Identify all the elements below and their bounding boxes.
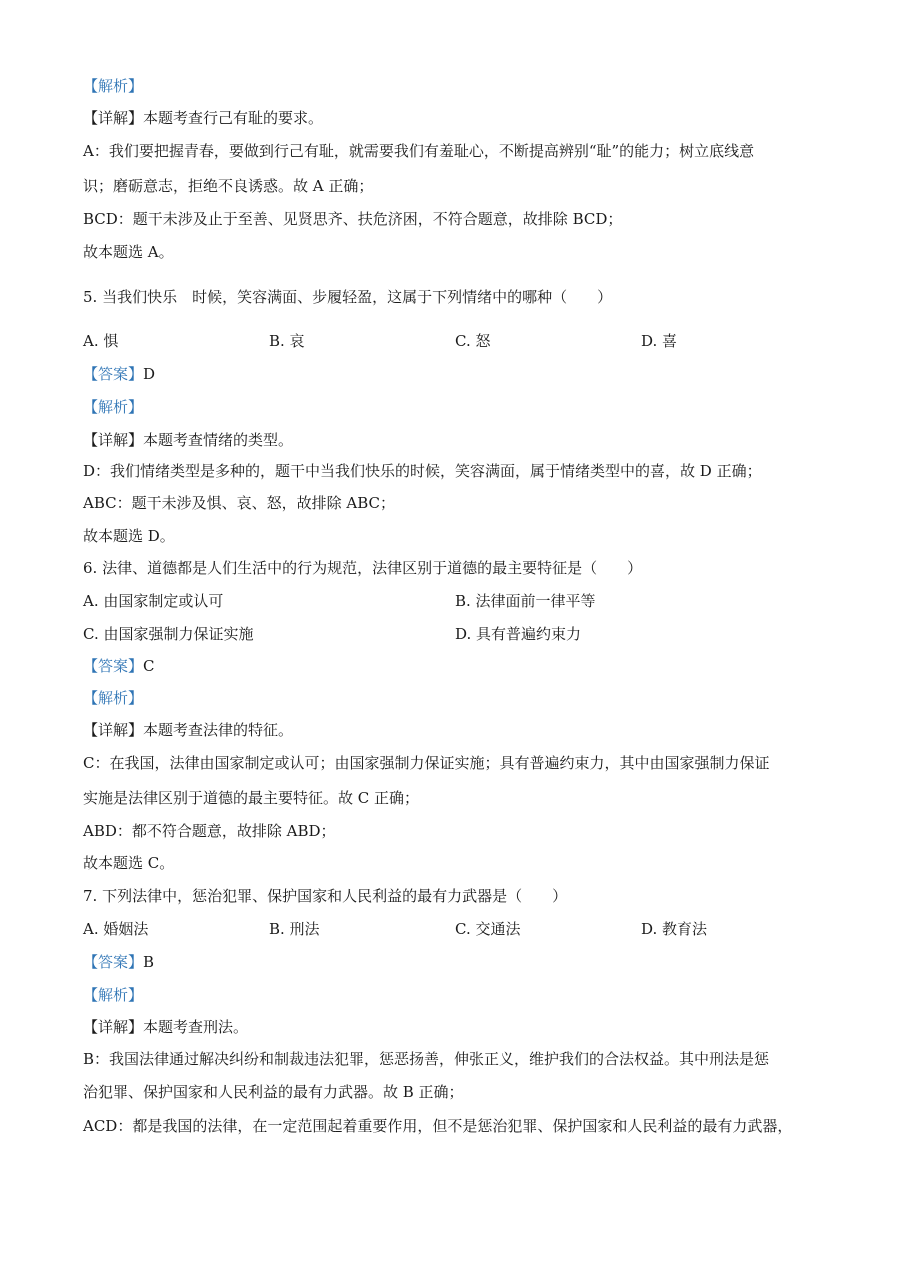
- explanation-line: ACD：都是我国的法律，在一定范围起着重要作用，但不是惩治犯罪、保护国家和人民利益的最有力武器，: [83, 1117, 793, 1135]
- answer-tag: 【答案】: [83, 953, 144, 971]
- detail-text: 本题考查法律的特征。: [143, 721, 294, 739]
- explanation-line: BCD：题干未涉及止于至善、见贤思齐、扶危济困，不符合题意，故排除 BCD；: [83, 210, 623, 228]
- conclusion-line: 故本题选 A。: [83, 243, 174, 261]
- explanation-line: C：在我国，法律由国家制定或认可；由国家强制力保证实施；具有普遍约束力，其中由国家强制力保证: [83, 754, 770, 772]
- explanation-line: ABC：题干未涉及惧、哀、怒，故排除 ABC；: [83, 494, 395, 512]
- question-7: 7. 下列法律中，惩治犯罪、保护国家和人民利益的最有力武器是（ ）: [83, 887, 568, 905]
- conclusion-line: 故本题选 C。: [83, 854, 175, 872]
- q5-answer: [83, 364, 155, 384]
- explanation-line: 实施是法律区别于道德的最主要特征。故 C 正确；: [83, 789, 420, 807]
- detail-tag: 【详解】: [83, 1018, 144, 1036]
- analysis-tag: 【解析】: [83, 77, 144, 95]
- explanation-line: 治犯罪、保护国家和人民利益的最有力武器。故 B 正确；: [83, 1083, 464, 1101]
- q6-option-c: C. 由国家强制力保证实施: [83, 625, 254, 643]
- q7-option-a: A. 婚姻法: [83, 920, 149, 938]
- q5-option-c: C. 怒: [455, 332, 491, 350]
- q7-answer: [83, 952, 154, 972]
- q5-option-a: A. 惧: [83, 332, 119, 350]
- answer-value: B: [143, 953, 155, 971]
- detail-line: [83, 108, 323, 128]
- explanation-line: B：我国法律通过解决纠纷和制裁违法犯罪，惩恶扬善，伸张正义，维护我们的合法权益。其中刑法是惩: [83, 1050, 770, 1068]
- q7-analysis: [83, 985, 143, 1005]
- analysis-heading: [83, 76, 143, 96]
- q6-option-d: D. 具有普遍约束力: [455, 625, 582, 643]
- analysis-tag: 【解析】: [83, 986, 144, 1004]
- question-6: 6. 法律、道德都是人们生活中的行为规范，法律区别于道德的最主要特征是（ ）: [83, 559, 643, 577]
- detail-tag: 【详解】: [83, 431, 144, 449]
- q5-detail: [83, 430, 293, 450]
- answer-value: C: [143, 657, 155, 675]
- conclusion-line: 故本题选 D。: [83, 527, 175, 545]
- detail-text: 本题考查情绪的类型。: [143, 431, 294, 449]
- answer-tag: 【答案】: [83, 657, 144, 675]
- analysis-tag: 【解析】: [83, 689, 144, 707]
- explanation-line: A：我们要把握青春，要做到行己有耻，就需要我们有羞耻心，不断提高辨别“耻”的能力；树立底线意: [83, 142, 755, 160]
- q6-analysis: [83, 688, 143, 708]
- q5-option-d: D. 喜: [641, 332, 678, 350]
- explanation-line: D：我们情绪类型是多种的，题干中当我们快乐的时候，笑容满面，属于情绪类型中的喜，故 D 正确；: [83, 462, 762, 480]
- q7-option-b: B. 刑法: [269, 920, 320, 938]
- q6-option-b: B. 法律面前一律平等: [455, 592, 596, 610]
- detail-tag: 【详解】: [83, 109, 144, 127]
- question-5: 5. 当我们快乐 时候，笑容满面、步履轻盈，这属于下列情绪中的哪种（ ）: [83, 288, 613, 306]
- detail-text: 本题考查刑法。: [143, 1018, 249, 1036]
- q5-option-b: B. 哀: [269, 332, 305, 350]
- detail-text: 本题考查行己有耻的要求。: [143, 109, 324, 127]
- q7-option-d: D. 教育法: [641, 920, 708, 938]
- answer-tag: 【答案】: [83, 365, 144, 383]
- q6-option-a: A. 由国家制定或认可: [83, 592, 224, 610]
- analysis-tag: 【解析】: [83, 398, 144, 416]
- explanation-line: 识；磨砺意志，拒绝不良诱惑。故 A 正确；: [83, 177, 374, 195]
- detail-tag: 【详解】: [83, 721, 144, 739]
- q7-detail: [83, 1017, 248, 1037]
- q6-detail: [83, 720, 293, 740]
- q5-analysis: [83, 397, 143, 417]
- answer-value: D: [143, 365, 156, 383]
- explanation-line: ABD：都不符合题意，故排除 ABD；: [83, 822, 336, 840]
- q6-answer: [83, 656, 155, 676]
- q7-option-c: C. 交通法: [455, 920, 521, 938]
